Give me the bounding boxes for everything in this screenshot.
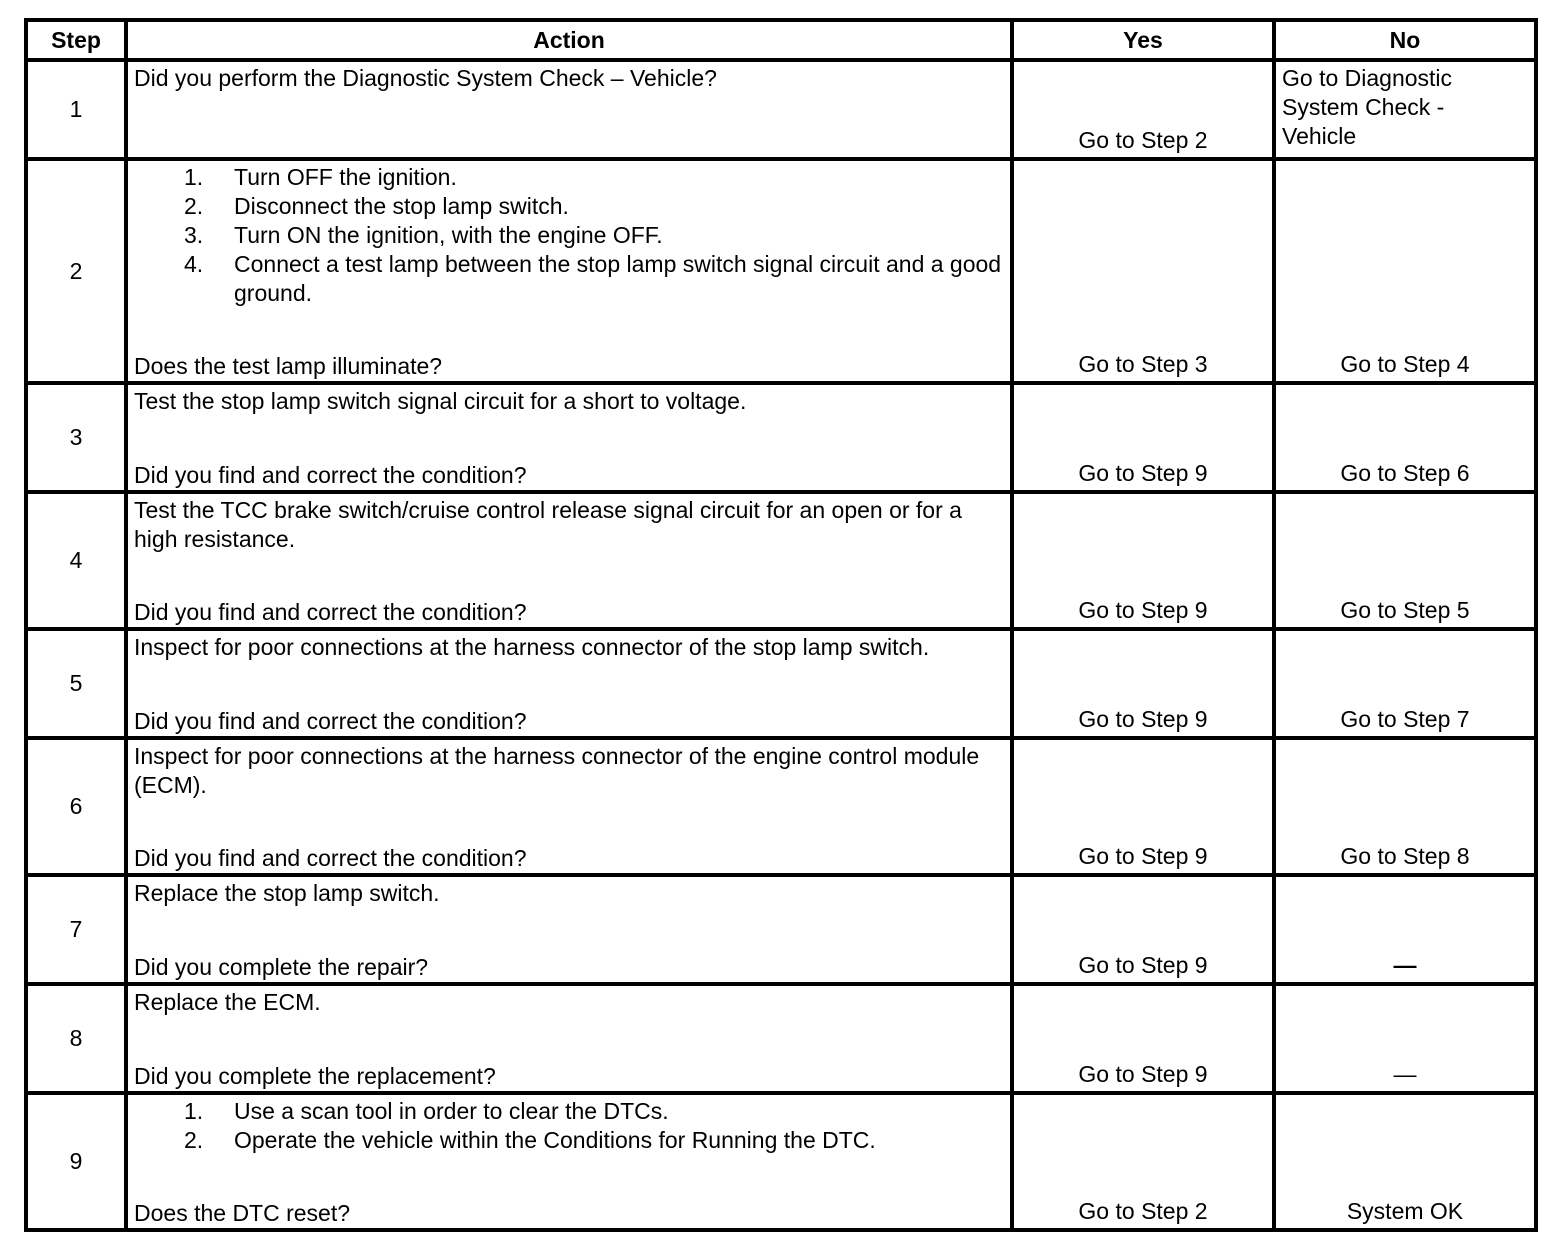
action-question: Did you complete the repair? [134,954,429,980]
table-header-row [26,20,1536,60]
substep: 1. Turn OFF the ignition. [184,164,457,190]
yes-result: Go to Step 9 [1012,383,1274,492]
action-cell [126,60,1012,159]
no-result-line: System Check - [1282,94,1445,120]
substep: 4. Connect a test lamp between the stop lamp switch signal circuit and a good ground. [184,251,1002,306]
action-question: Does the test lamp illuminate? [134,353,443,379]
yes-result: Go to Step 2 [1012,60,1274,159]
substep-list [134,1097,1004,1155]
no-result-line: Vehicle [1282,123,1357,149]
action-cell [126,492,1012,629]
yes-result: Go to Step 9 [1012,875,1274,984]
no-result: Go to Step 4 [1274,159,1536,383]
diagnostic-table-container [24,18,1538,1232]
table-row [26,383,1536,492]
action-question: Did you find and correct the condition? [134,462,527,488]
action-instruction: Replace the stop lamp switch. [134,880,440,906]
no-result: System OK [1274,1093,1536,1230]
diagnostic-table [24,18,1538,1232]
step-number: 3 [26,383,126,492]
action-cell [126,738,1012,875]
action-cell [126,629,1012,738]
action-question: Did you find and correct the condition? [134,599,527,625]
table-row [26,492,1536,629]
no-result: Go to Step 7 [1274,629,1536,738]
table-row [26,629,1536,738]
no-result-line: Go to Diagnostic [1282,65,1453,91]
table-row [26,1093,1536,1230]
action-instruction: Test the TCC brake switch/cruise control release signal circuit for an open or for a high resistance. [134,497,962,552]
no-result: Go to Step 8 [1274,738,1536,875]
action-cell [126,159,1012,383]
action-cell [126,984,1012,1093]
step-number: 1 [26,60,126,159]
header-no: No [1274,20,1536,60]
table-row [26,875,1536,984]
step-number: 8 [26,984,126,1093]
action-cell [126,383,1012,492]
substep-list [134,163,1004,308]
step-number: 9 [26,1093,126,1230]
table-row [26,984,1536,1093]
step-number: 4 [26,492,126,629]
yes-result: Go to Step 2 [1012,1093,1274,1230]
no-result: Go to Step 5 [1274,492,1536,629]
step-number: 5 [26,629,126,738]
step-number: 6 [26,738,126,875]
action-question: Did you find and correct the condition? [134,708,527,734]
action-cell [126,875,1012,984]
no-result: — [1274,875,1536,984]
no-result: — [1274,984,1536,1093]
header-action: Action [126,20,1012,60]
action-question: Does the DTC reset? [134,1200,351,1226]
action-instruction: Replace the ECM. [134,989,321,1015]
table-row [26,738,1536,875]
header-yes: Yes [1012,20,1274,60]
action-instruction: Test the stop lamp switch signal circuit for a short to voltage. [134,388,747,414]
table-row [26,159,1536,383]
substep: 2. Operate the vehicle within the Conditions for Running the DTC. [184,1127,876,1153]
no-result [1274,60,1536,159]
yes-result: Go to Step 9 [1012,984,1274,1093]
yes-result: Go to Step 9 [1012,492,1274,629]
header-step: Step [26,20,126,60]
substep: 2. Disconnect the stop lamp switch. [184,193,569,219]
action-question: Did you complete the replacement? [134,1063,496,1089]
yes-result: Go to Step 9 [1012,629,1274,738]
substep: 1. Use a scan tool in order to clear the DTCs. [184,1098,669,1124]
table-row [26,60,1536,159]
action-instruction: Did you perform the Diagnostic System Check – Vehicle? [134,65,717,91]
substep: 3. Turn ON the ignition, with the engine OFF. [184,222,663,248]
action-instruction: Inspect for poor connections at the harness connector of the stop lamp switch. [134,634,930,660]
no-result: Go to Step 6 [1274,383,1536,492]
yes-result: Go to Step 9 [1012,738,1274,875]
action-question: Did you find and correct the condition? [134,845,527,871]
step-number: 2 [26,159,126,383]
action-instruction: Inspect for poor connections at the harness connector of the engine control module (ECM). [134,743,980,798]
action-cell [126,1093,1012,1230]
step-number: 7 [26,875,126,984]
yes-result: Go to Step 3 [1012,159,1274,383]
